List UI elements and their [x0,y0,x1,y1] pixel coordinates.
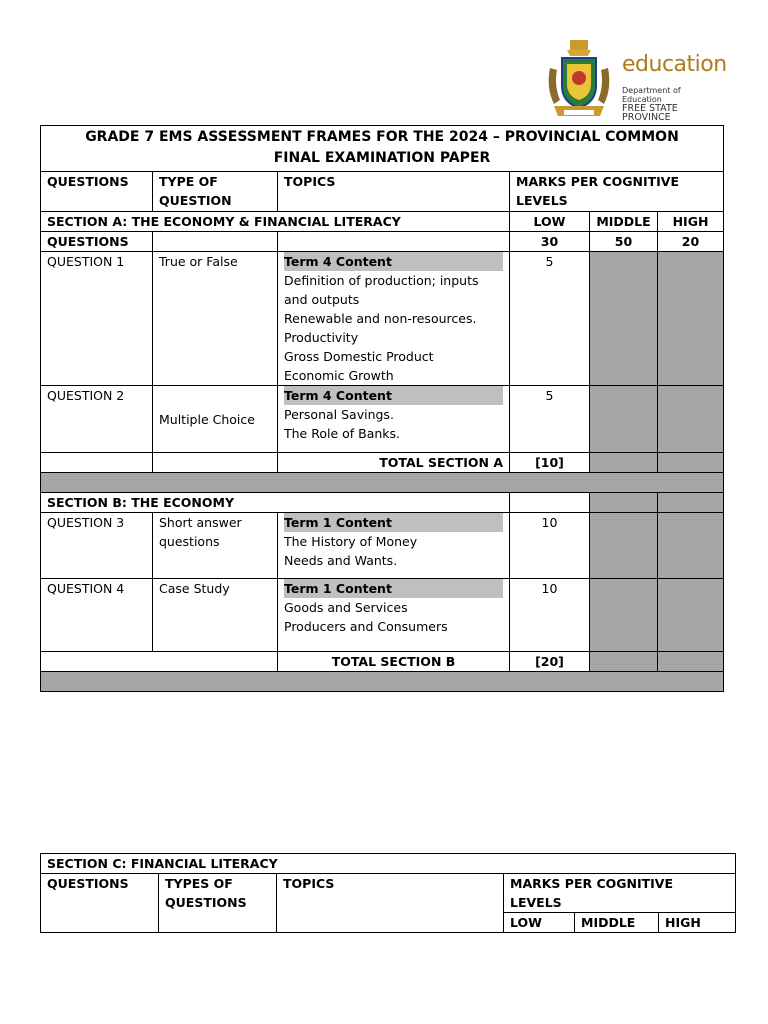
empty-cell [278,232,510,252]
assessment-frame-table [40,125,724,692]
question-1-low: 5 [510,252,590,386]
shaded-cell [658,513,724,579]
shaded-cell [658,386,724,453]
topic-line: Definition of production; inputs and outputs [284,273,479,307]
total-section-a-label: TOTAL SECTION A [278,453,510,473]
empty-cell [41,453,153,473]
empty-cell [153,232,278,252]
table-row [41,386,724,453]
term-heading: Term 4 Content [284,386,503,405]
table-row [41,252,724,386]
high-header: HIGH [659,913,736,933]
question-1-type: True or False [153,252,278,386]
logo-education-line: Education [622,95,662,104]
middle-header: MIDDLE [590,212,658,232]
section-c-table [40,853,736,933]
topic-line: Renewable and non-resources. [284,311,477,326]
section-c-heading: SECTION C: FINANCIAL LITERACY [41,854,736,874]
topic-line: The History of Money [284,534,418,549]
section-a-heading: SECTION A: THE ECONOMY & FINANCIAL LITERACY [41,212,510,232]
shaded-cell [658,652,724,672]
header-marks: MARKS PER COGNITIVE LEVELS [504,874,736,913]
empty-cell [510,493,590,513]
middle-total: 50 [590,232,658,252]
middle-header: MIDDLE [575,913,659,933]
shaded-cell [590,252,658,386]
question-2-topics [278,386,510,453]
header-topics: TOPICS [278,172,510,212]
question-3-type: Short answer questions [153,513,278,579]
shaded-cell [590,493,658,513]
shaded-cell [658,453,724,473]
topic-line: Productivity [284,330,359,345]
header-topics: TOPICS [277,874,504,933]
education-logo [540,38,727,123]
term-heading: Term 4 Content [284,252,503,271]
topic-line: Economic Growth [284,368,394,383]
topic-line: Goods and Services [284,600,408,615]
shaded-cell [590,652,658,672]
header-questions: QUESTIONS [41,874,159,933]
question-2-low: 5 [510,386,590,453]
question-1-topics [278,252,510,386]
low-header: LOW [504,913,575,933]
high-header: HIGH [658,212,724,232]
header-type: TYPE OF QUESTION [153,172,278,212]
empty-cell [153,453,278,473]
question-4-type: Case Study [153,579,278,652]
low-header: LOW [510,212,590,232]
question-4-label: QUESTION 4 [41,579,153,652]
shaded-cell [658,252,724,386]
logo-province-line: FREE STATE PROVINCE [622,103,678,123]
shaded-cell [658,493,724,513]
section-b-heading: SECTION B: THE ECONOMY [41,493,510,513]
shaded-cell [590,386,658,453]
page-title: GRADE 7 EMS ASSESSMENT FRAMES FOR THE 2024 – PROVINCIAL COMMON FINAL EXAMINATION PAPER [41,126,724,172]
divider-row [41,473,724,493]
term-heading: Term 1 Content [284,513,503,532]
question-1-label: QUESTION 1 [41,252,153,386]
question-3-low: 10 [510,513,590,579]
topic-line: Needs and Wants. [284,553,398,568]
total-section-b-value: [20] [510,652,590,672]
shaded-cell [590,513,658,579]
shaded-cell [658,579,724,652]
term-heading: Term 1 Content [284,579,503,598]
high-total: 20 [658,232,724,252]
topic-line: Gross Domestic Product [284,349,434,364]
header-questions: QUESTIONS [41,172,153,212]
topic-line: Producers and Consumers [284,619,448,634]
question-3-topics [278,513,510,579]
question-2-type: Multiple Choice [153,386,278,453]
question-4-topics [278,579,510,652]
low-total: 30 [510,232,590,252]
questions-label: QUESTIONS [41,232,153,252]
header-marks: MARKS PER COGNITIVE LEVELS [510,172,724,212]
shaded-cell [590,579,658,652]
table-row [41,513,724,579]
total-section-b-label: TOTAL SECTION B [278,652,510,672]
question-4-low: 10 [510,579,590,652]
header-types: TYPES OF QUESTIONS [159,874,277,933]
coat-of-arms-icon [540,38,618,122]
logo-department-line: Department of [622,86,681,95]
empty-cell [41,652,278,672]
topic-line: Personal Savings. [284,407,394,422]
table-row [41,579,724,652]
education-wordmark: education [622,52,727,77]
total-section-a-value: [10] [510,453,590,473]
divider-row [41,672,724,692]
shaded-cell [590,453,658,473]
topic-line: The Role of Banks. [284,426,401,441]
question-2-label: QUESTION 2 [41,386,153,453]
question-3-label: QUESTION 3 [41,513,153,579]
